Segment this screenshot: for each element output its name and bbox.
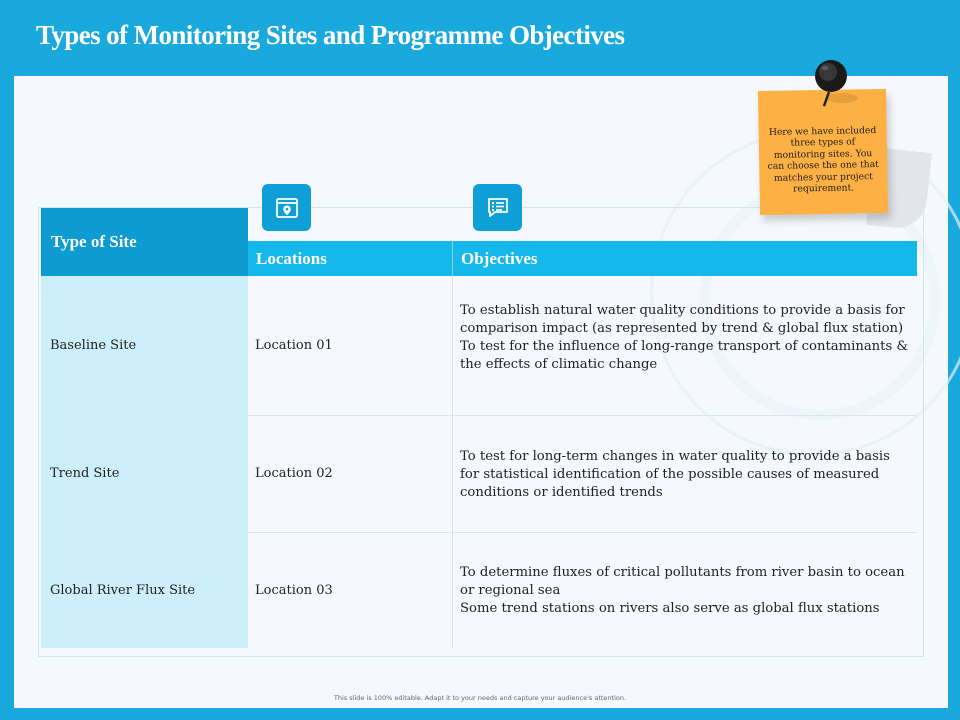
message-list-icon — [473, 184, 522, 231]
sticky-note-text: Here we have included three types of monitoring sites. You can choose the one that matches your project requirement. — [767, 124, 879, 195]
site-header: Type of Site — [41, 208, 248, 276]
locations-header: Locations — [256, 248, 327, 268]
objective-cell: To determine fluxes of critical pollutants from river basin to ocean or regional sea Some trend stations on rivers also serve as global flux stations — [460, 565, 905, 616]
objective-cell: To establish natural water quality conditions to provide a basis for comparison impact (as represented by trend & global flux station) To test for the influence of long-range transport of contaminants & the effects of climatic change — [460, 303, 909, 372]
location-cell: Location 01 — [255, 338, 333, 353]
page-title: Types of Monitoring Sites and Programme Objectives — [36, 20, 625, 50]
map-pin-icon — [262, 184, 311, 231]
site-cell: Trend Site — [50, 466, 120, 481]
column-divider — [452, 276, 453, 648]
location-cell: Location 02 — [255, 466, 333, 481]
footer-note: This slide is 100% editable. Adapt it to your needs and capture your audience's attention. — [333, 694, 627, 702]
push-pin-icon — [812, 58, 862, 110]
site-cell: Global River Flux Site — [50, 582, 196, 598]
objective-cell: To test for long-term changes in water quality to provide a basis for statistical identification of the possible causes of measured conditions or identified trends — [460, 449, 890, 500]
location-cell: Location 03 — [255, 582, 333, 598]
objectives-header: Objectives — [461, 248, 538, 268]
site-cell: Baseline Site — [50, 338, 137, 353]
